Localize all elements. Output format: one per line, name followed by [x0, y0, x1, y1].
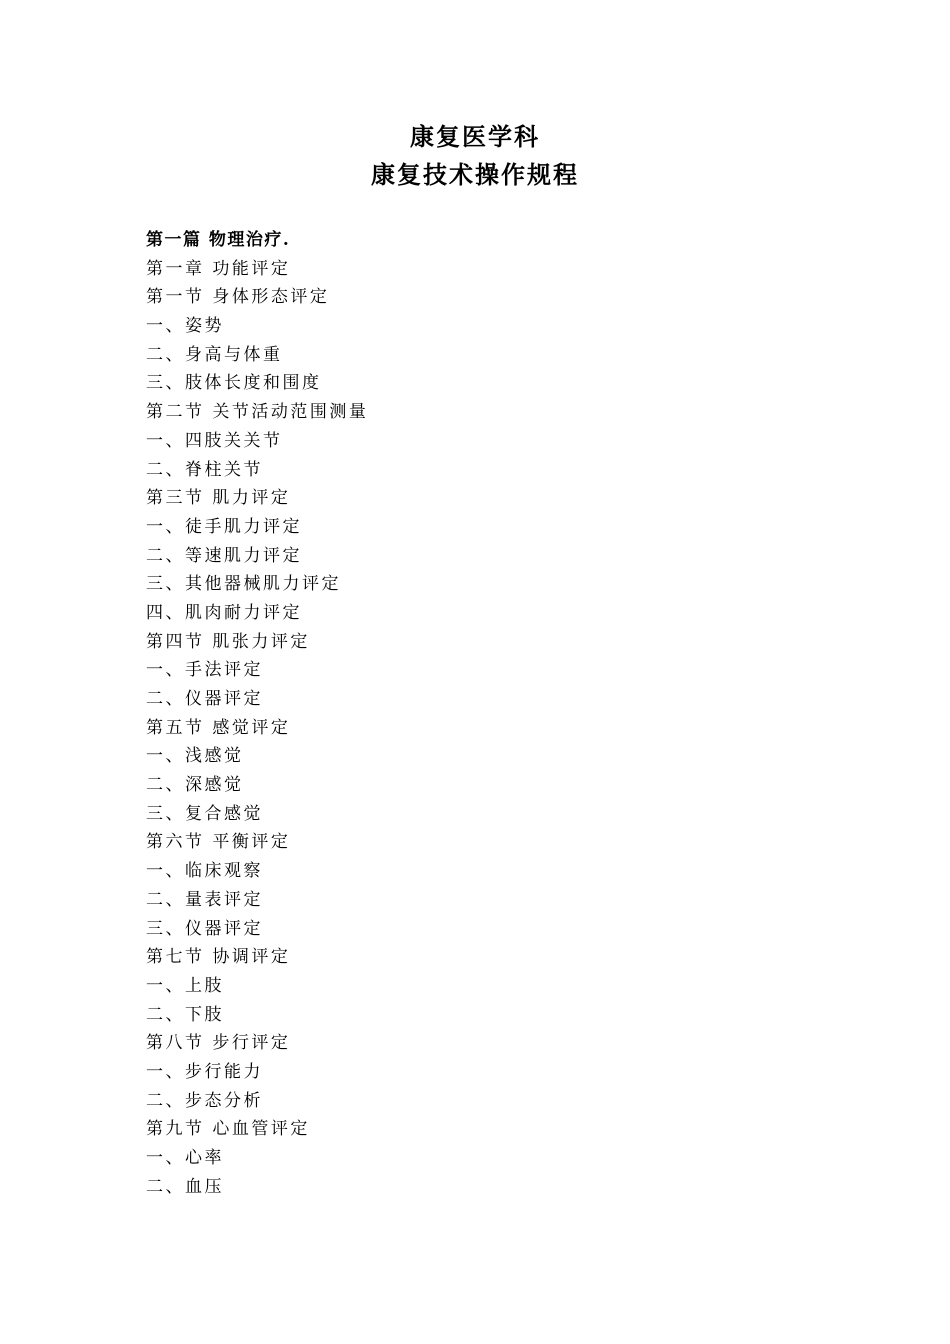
title-line-department: 康复医学科 — [410, 122, 540, 151]
toc-item: 三、仪器评定 — [146, 918, 263, 939]
toc-item: 一、徒手肌力评定 — [146, 516, 302, 537]
table-of-contents — [146, 226, 368, 1201]
toc-section: 第三节 肌力评定 — [146, 488, 291, 509]
toc-section: 第九节 心血管评定 — [146, 1119, 310, 1140]
toc-section: 第二节 关节活动范围测量 — [146, 402, 369, 423]
toc-item: 一、心率 — [146, 1148, 224, 1168]
toc-section: 第四节 肌张力评定 — [146, 631, 310, 652]
toc-section: 第五节 感觉评定 — [146, 717, 291, 738]
toc-item: 一、步行能力 — [146, 1061, 263, 1082]
toc-item: 二、下肢 — [146, 1004, 224, 1025]
toc-item: 二、脊柱关节 — [146, 459, 263, 480]
toc-item: 二、身高与体重 — [146, 344, 283, 365]
toc-item: 一、姿势 — [146, 316, 224, 337]
toc-item: 二、步态分析 — [146, 1090, 263, 1111]
toc-item: 三、其他器械肌力评定 — [146, 574, 341, 595]
toc-item: 四、肌肉耐力评定 — [146, 602, 302, 623]
toc-item: 三、复合感觉 — [146, 803, 263, 824]
toc-section: 第六节 平衡评定 — [146, 832, 291, 853]
toc-section: 第一节 身体形态评定 — [146, 287, 330, 308]
toc-item: 二、仪器评定 — [146, 689, 263, 709]
toc-item: 一、浅感觉 — [146, 746, 244, 767]
toc-item: 一、四肢关关节 — [146, 430, 283, 451]
toc-item: 一、上肢 — [146, 975, 224, 996]
title-line-main: 康复技术操作规程 — [371, 160, 579, 189]
toc-section: 第七节 协调评定 — [146, 947, 291, 968]
toc-item: 二、血压 — [146, 1176, 224, 1197]
document-title — [0, 118, 950, 194]
toc-item: 一、临床观察 — [146, 861, 263, 882]
toc-item: 一、手法评定 — [146, 660, 263, 681]
toc-item: 二、量表评定 — [146, 889, 263, 910]
toc-chapter: 第一章 功能评定 — [146, 258, 291, 279]
toc-item: 二、深感觉 — [146, 775, 244, 796]
toc-item: 二、等速肌力评定 — [146, 545, 302, 566]
toc-part: 第一篇 物理治疗. — [146, 230, 291, 250]
toc-section: 第八节 步行评定 — [146, 1033, 291, 1054]
toc-item: 三、肢体长度和围度 — [146, 373, 322, 394]
